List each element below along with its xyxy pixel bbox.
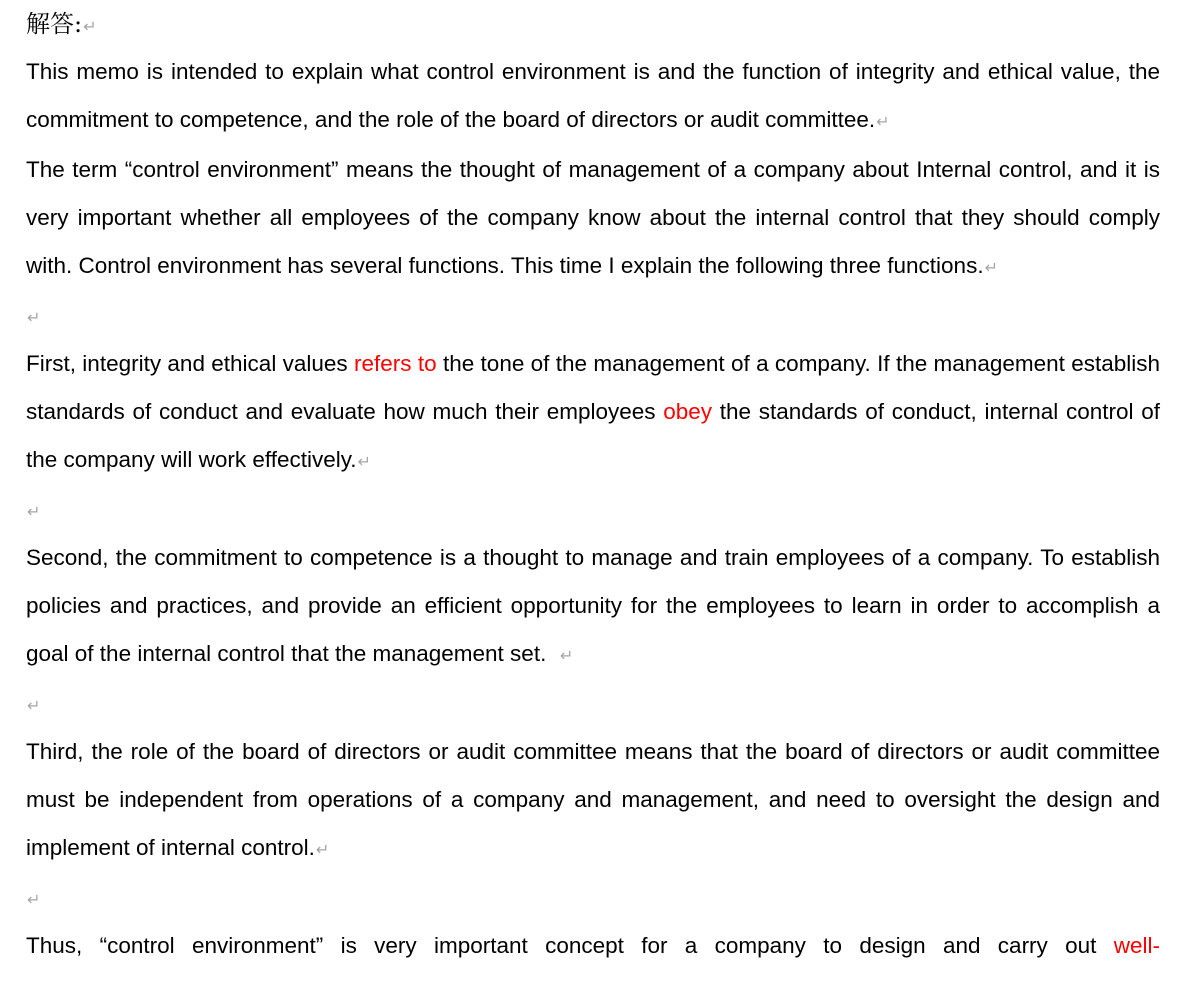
empty-paragraph [26, 874, 1160, 922]
paragraph-mark-icon: ↵ [27, 308, 41, 327]
document-body [26, 0, 1167, 970]
conclusion-text-1: Thus, “control environment” is very important concept for a company to design and carry out [26, 933, 1114, 958]
third-text: Third, the role of the board of directors or audit committee means that the board of directors or audit committee must be independent from operations of a company and management, and need to oversight the design and implement of internal control. [26, 739, 1160, 860]
intro-text: This memo is intended to explain what control environment is and the function of integrity and ethical value, the commitment to competence, and the role of the board of directors or audit committee. [26, 59, 1160, 132]
paragraph-mark-icon: ↵ [315, 840, 330, 859]
paragraph-mark-icon: ↵ [357, 452, 371, 471]
answer-heading [26, 0, 1160, 48]
conclusion-highlight-well: well- [1113, 933, 1160, 958]
paragraph-intro [26, 48, 1160, 146]
paragraph-mark-icon: ↵ [559, 646, 574, 665]
first-text-2: the tone of the management of a company. If the management establish standards of conduct and evaluate how much their employees [26, 351, 1161, 424]
paragraph-mark-icon: ↵ [83, 17, 97, 36]
paragraph-mark-icon: ↵ [27, 696, 41, 715]
empty-paragraph [26, 486, 1160, 534]
paragraph-definition [26, 146, 1160, 292]
definition-text: The term “control environment” means the thought of management of a company about Internal control, and it is very important whether all employees of the company know about the internal control that they should comply with. Control environment has several functions. This time I explain the following three functions. [26, 157, 1160, 278]
paragraph-mark-icon: ↵ [27, 890, 41, 909]
paragraph-mark-icon: ↵ [984, 258, 998, 277]
paragraph-mark-icon: ↵ [27, 502, 41, 521]
paragraph-first [26, 340, 1160, 486]
first-highlight-obey: obey [663, 399, 713, 424]
empty-paragraph [26, 680, 1160, 728]
paragraph-third [26, 728, 1160, 874]
first-text-1: First, integrity and ethical values [26, 351, 355, 376]
paragraph-mark-icon: ↵ [876, 112, 890, 131]
empty-paragraph [26, 292, 1160, 340]
second-text: Second, the commitment to competence is a thought to manage and train employees of a company. To establish policies and practices, and provide an efficient opportunity for the employees to learn in order to accomplish a goal of the internal control that the management set. [26, 545, 1167, 666]
first-highlight-refers-to: refers to [354, 351, 437, 376]
paragraph-conclusion [26, 922, 1160, 970]
first-text-3: the standards of conduct, internal control of the company will work effectively. [26, 399, 1161, 472]
paragraph-second [26, 534, 1167, 680]
heading-text: 解答: [26, 10, 83, 38]
